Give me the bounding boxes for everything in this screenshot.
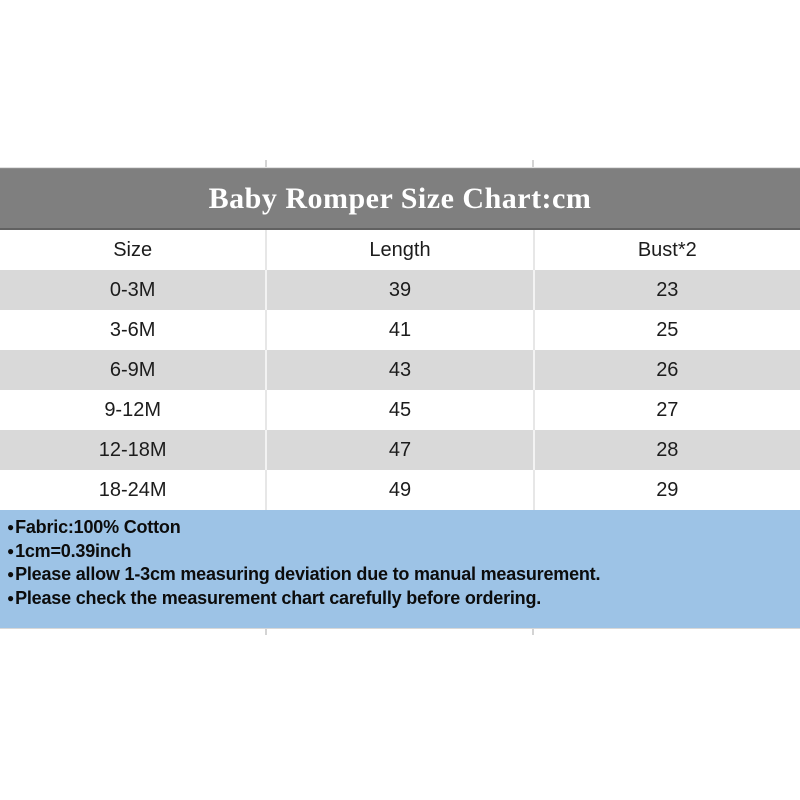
- note-text: 1cm=0.39inch: [15, 540, 132, 561]
- column-header-length: Length: [265, 230, 532, 270]
- cell-size: 3-6M: [109, 318, 156, 341]
- cell-length: 49: [265, 470, 532, 510]
- cell-length: 45: [265, 390, 532, 430]
- gridline-tick: [265, 629, 267, 635]
- cell-size: 0-3M: [109, 278, 156, 301]
- column-header-bust: Bust*2: [533, 230, 800, 270]
- note-text: Please check the measurement chart carefully before ordering.: [15, 587, 542, 608]
- cell-length: 43: [265, 350, 532, 390]
- column-header-size: Size: [113, 238, 153, 261]
- table-row: [0, 350, 800, 390]
- bullet-icon: ●: [7, 590, 15, 605]
- cell-bust: 27: [533, 390, 800, 430]
- cell-size: 12-18M: [98, 438, 167, 461]
- cell-size: 9-12M: [104, 398, 162, 421]
- cell-size: 6-9M: [109, 358, 156, 381]
- gridline-tick: [265, 160, 267, 167]
- size-chart-title-bar: [0, 168, 800, 230]
- notes-panel: [0, 510, 800, 628]
- table-row: [0, 310, 800, 350]
- cell-bust: 29: [533, 470, 800, 510]
- table-row: [0, 270, 800, 310]
- cell-size: 18-24M: [98, 478, 167, 501]
- gridline-bottom: [0, 628, 800, 629]
- cell-bust: 26: [533, 350, 800, 390]
- cell-bust: 28: [533, 430, 800, 470]
- bullet-icon: ●: [7, 520, 15, 534]
- cell-bust: 25: [533, 310, 800, 350]
- note-text: Fabric:100% Cotton: [15, 517, 181, 537]
- gridline-tick: [532, 629, 534, 635]
- table-row: [0, 470, 800, 510]
- cell-length: 39: [265, 270, 532, 310]
- note-text: Please allow 1-3cm measuring deviation due to manual measurement.: [15, 564, 601, 584]
- cell-length: 47: [265, 430, 532, 470]
- cell-bust: 23: [533, 270, 800, 310]
- note-item: [7, 541, 788, 565]
- note-item: [7, 517, 788, 541]
- note-item: [7, 588, 788, 612]
- table-row: [0, 430, 800, 470]
- bullet-icon: ●: [7, 567, 15, 581]
- table-header-row: [0, 230, 800, 270]
- table-row: [0, 390, 800, 430]
- size-table: [0, 230, 800, 510]
- gridline-tick: [532, 160, 534, 167]
- page-title: Baby Romper Size Chart:cm: [208, 181, 592, 215]
- note-item: [7, 564, 788, 588]
- cell-length: 41: [265, 310, 532, 350]
- bullet-icon: ●: [7, 543, 15, 558]
